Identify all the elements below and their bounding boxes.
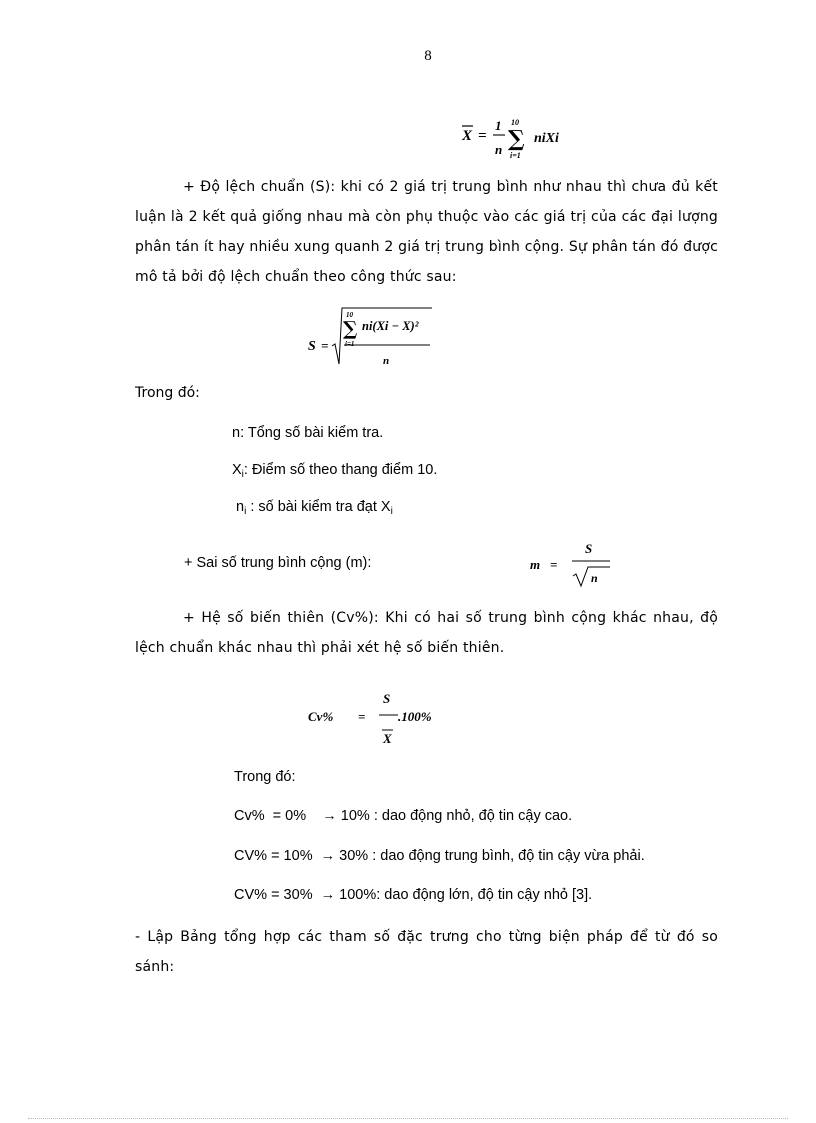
where-label: Trong đó: (135, 385, 200, 401)
definition-xi-text: : Điểm số theo thang điểm 10. (243, 462, 438, 478)
formula-mean (460, 116, 580, 162)
formula-cv-tail: .100% (398, 709, 432, 724)
definition-n: n: Tổng số bài kiểm tra. (232, 425, 384, 441)
formula-mean-sum-sign: ∑ (508, 126, 525, 152)
cv-where-label: Trong đó: (234, 769, 296, 785)
definition-ni-text: : số bài kiểm tra đạt X (246, 499, 391, 515)
paragraph-std-deviation: + Độ lệch chuẩn (S): khi có 2 giá trị trung bình như nhau thì chưa đủ kết luận là 2 kết quả giống nhau mà còn phụ thuộc vào các giá trị của các đại lượng phân tán ít hay nhiều xung quanh 2 giá trị trung bình cộng. Sự phân tán đó được mô tả bởi độ lệch chuẩn theo công thức sau: (135, 179, 718, 285)
formula-std-sum-sign: ∑ (343, 318, 358, 340)
definition-xi-symbol: X (232, 462, 242, 478)
formula-m-lhs: m (530, 557, 541, 572)
formula-cv-num: S (383, 691, 391, 706)
formula-mean-term: niXi (534, 131, 559, 146)
formula-std-term: ni(Xi − X)² (362, 319, 419, 333)
paragraph-cv: + Hệ số biến thiên (Cv%): Khi có hai số trung bình cộng khác nhau, độ lệch chuẩn khác nhau thì phải xét hệ số biến thiên. (135, 610, 718, 656)
formula-std-den: n (383, 355, 390, 367)
page-bottom-rule (28, 1118, 788, 1119)
formula-m-den: n (591, 571, 598, 585)
formula-mean-eq: = (478, 128, 487, 144)
formula-mean-sum-bottom: i=1 (510, 151, 521, 160)
formula-mean-sum-top: 10 (511, 118, 519, 127)
definition-ni (236, 499, 393, 517)
formula-m-num: S (585, 541, 593, 556)
definition-ni-sub: i (244, 506, 247, 517)
formula-cv-eq: = (358, 709, 366, 724)
page-number: 8 (424, 48, 432, 64)
formula-cv-den: X (383, 731, 392, 746)
formula-std-sum-bottom: i=1 (345, 340, 355, 348)
formula-m (528, 540, 618, 588)
cv-range-medium: CV% = 10% → 30% : dao động trung bình, độ tin cậy vừa phải. (234, 848, 645, 864)
formula-cv (306, 690, 456, 746)
formula-std-sum-top: 10 (346, 311, 353, 319)
formula-mean-lhs: X (462, 128, 473, 144)
cv-range-low: Cv% = 0% → 10% : dao động nhỏ, độ tin cậy cao. (234, 808, 573, 824)
formula-std (306, 306, 436, 368)
error-label: + Sai số trung bình cộng (m): (184, 555, 372, 571)
definition-ni-text-sub: i (390, 506, 393, 517)
formula-std-eq: = (321, 338, 329, 353)
definition-ni-symbol: n (236, 499, 245, 515)
formula-mean-den: n (495, 142, 503, 157)
definition-xi-sub: i (241, 469, 244, 480)
definition-xi (232, 462, 437, 480)
cv-range-high: CV% = 30% → 100%: dao động lớn, độ tin cậy nhỏ [3]. (234, 887, 593, 903)
formula-m-eq: = (550, 557, 558, 572)
formula-cv-lhs: Cv% (308, 709, 334, 724)
formula-std-lhs: S (308, 339, 316, 354)
formula-mean-num: 1 (495, 118, 502, 133)
paragraph-summary-table: - Lập Bảng tổng hợp các tham số đặc trưng cho từng biện pháp để từ đó so sánh: (135, 929, 718, 975)
